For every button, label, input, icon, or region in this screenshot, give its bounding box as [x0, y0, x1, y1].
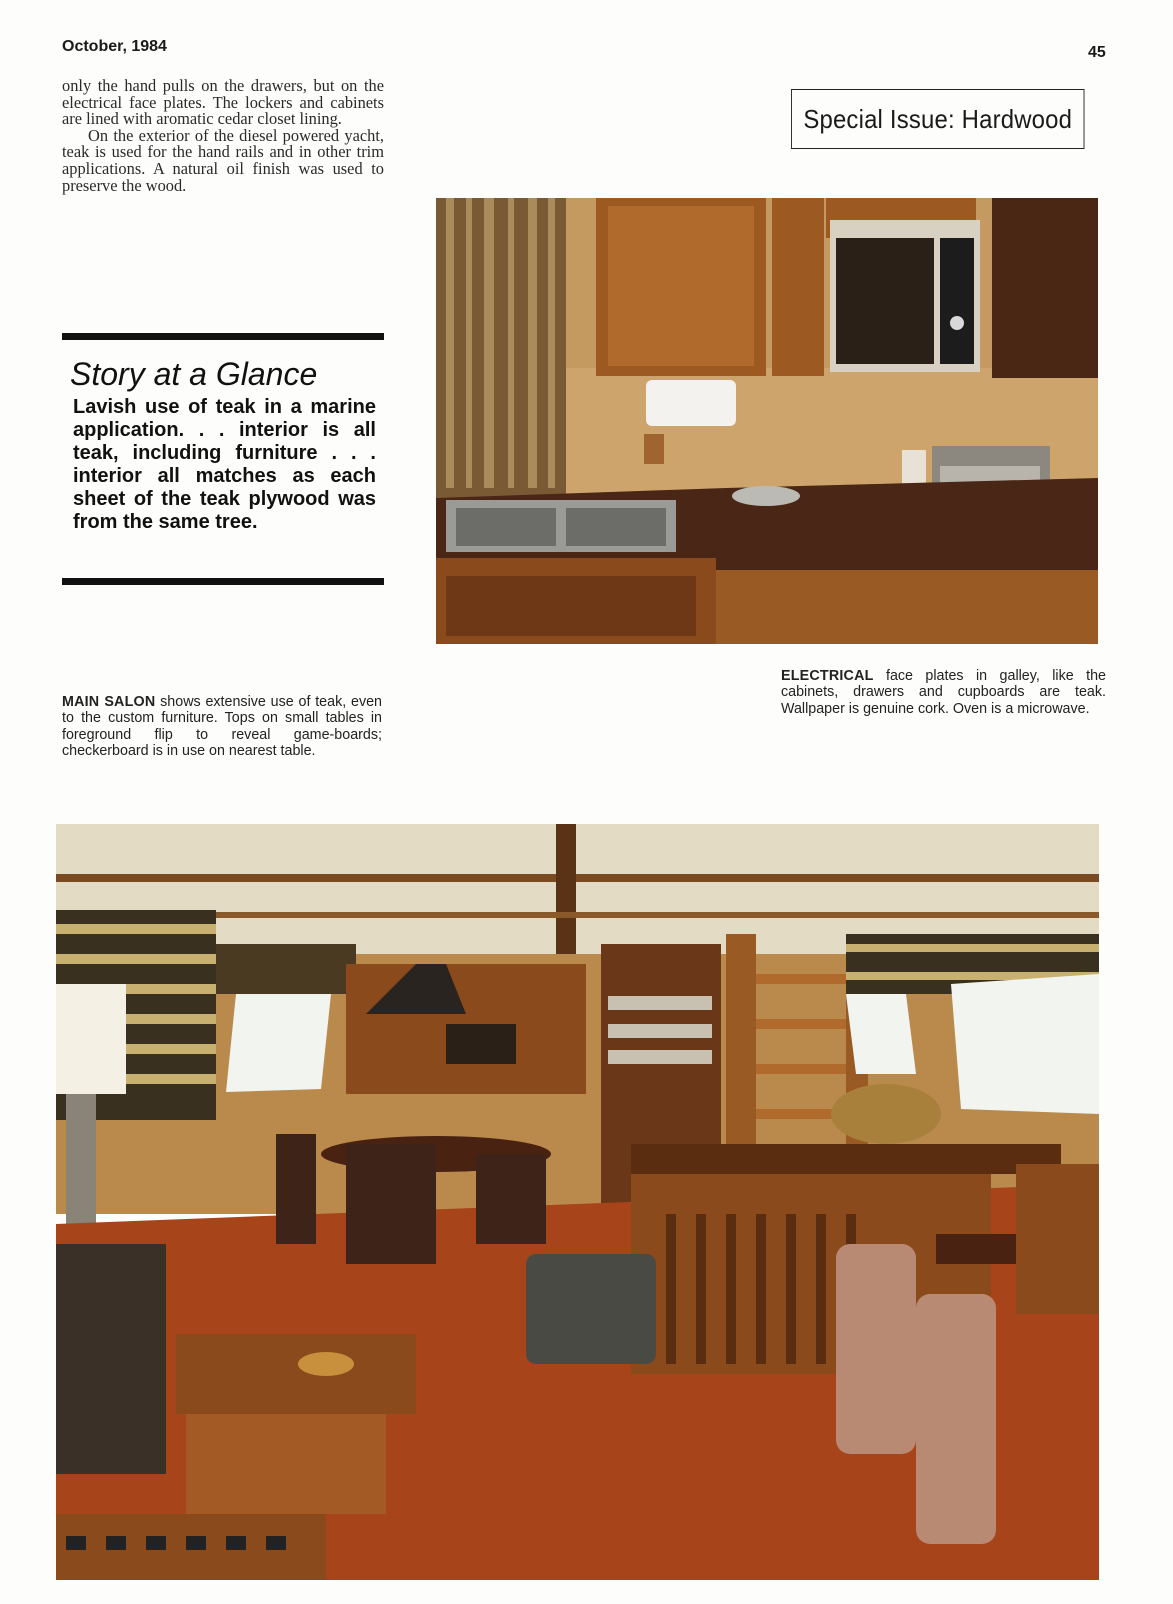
special-issue-box: Special Issue: Hardwood: [791, 89, 1084, 149]
page-number: 45: [1088, 44, 1106, 61]
electrical-caption-lead: ELECTRICAL: [781, 668, 874, 684]
story-at-a-glance-title: Story at a Glance: [70, 356, 318, 392]
electrical-caption-text: face plates in galley, like the cabinets, drawers and cupboards are teak. Wallpaper is genuine cork. Oven is a microwave.: [781, 668, 1106, 717]
salon-caption-text: shows extensive use of teak, even to the custom furniture. Tops on small tables in foreground flip to reveal game-boards; checkerboard is in use on nearest table.: [62, 694, 382, 760]
salon-caption-lead: MAIN SALON: [62, 694, 156, 710]
salon-photo-illustration: [56, 824, 1099, 1580]
glance-top-rule: [62, 333, 384, 340]
article-body-text: [62, 78, 384, 194]
glance-bottom-rule: [62, 578, 384, 585]
body-paragraph-2: On the exterior of the diesel powered yacht, teak is used for the hand rails and in other trim applications. A natural oil finish was used to preserve the wood.: [62, 125, 384, 195]
electrical-caption: [781, 668, 1106, 717]
galley-photo: [436, 198, 1098, 644]
body-paragraph-1: only the hand pulls on the drawers, but on the electrical face plates. The lockers and cabinets are lined with aromatic cedar closet lining.: [62, 76, 384, 129]
galley-photo-illustration: [436, 198, 1098, 644]
main-salon-photo: [56, 824, 1099, 1580]
story-at-a-glance-text: Lavish use of teak in a marine application. . . interior is all teak, including furniture . . . interior all matches as each sheet of the teak plywood was from the same tree.: [73, 396, 376, 533]
salon-caption: [62, 694, 382, 760]
issue-date: October, 1984: [62, 38, 167, 55]
